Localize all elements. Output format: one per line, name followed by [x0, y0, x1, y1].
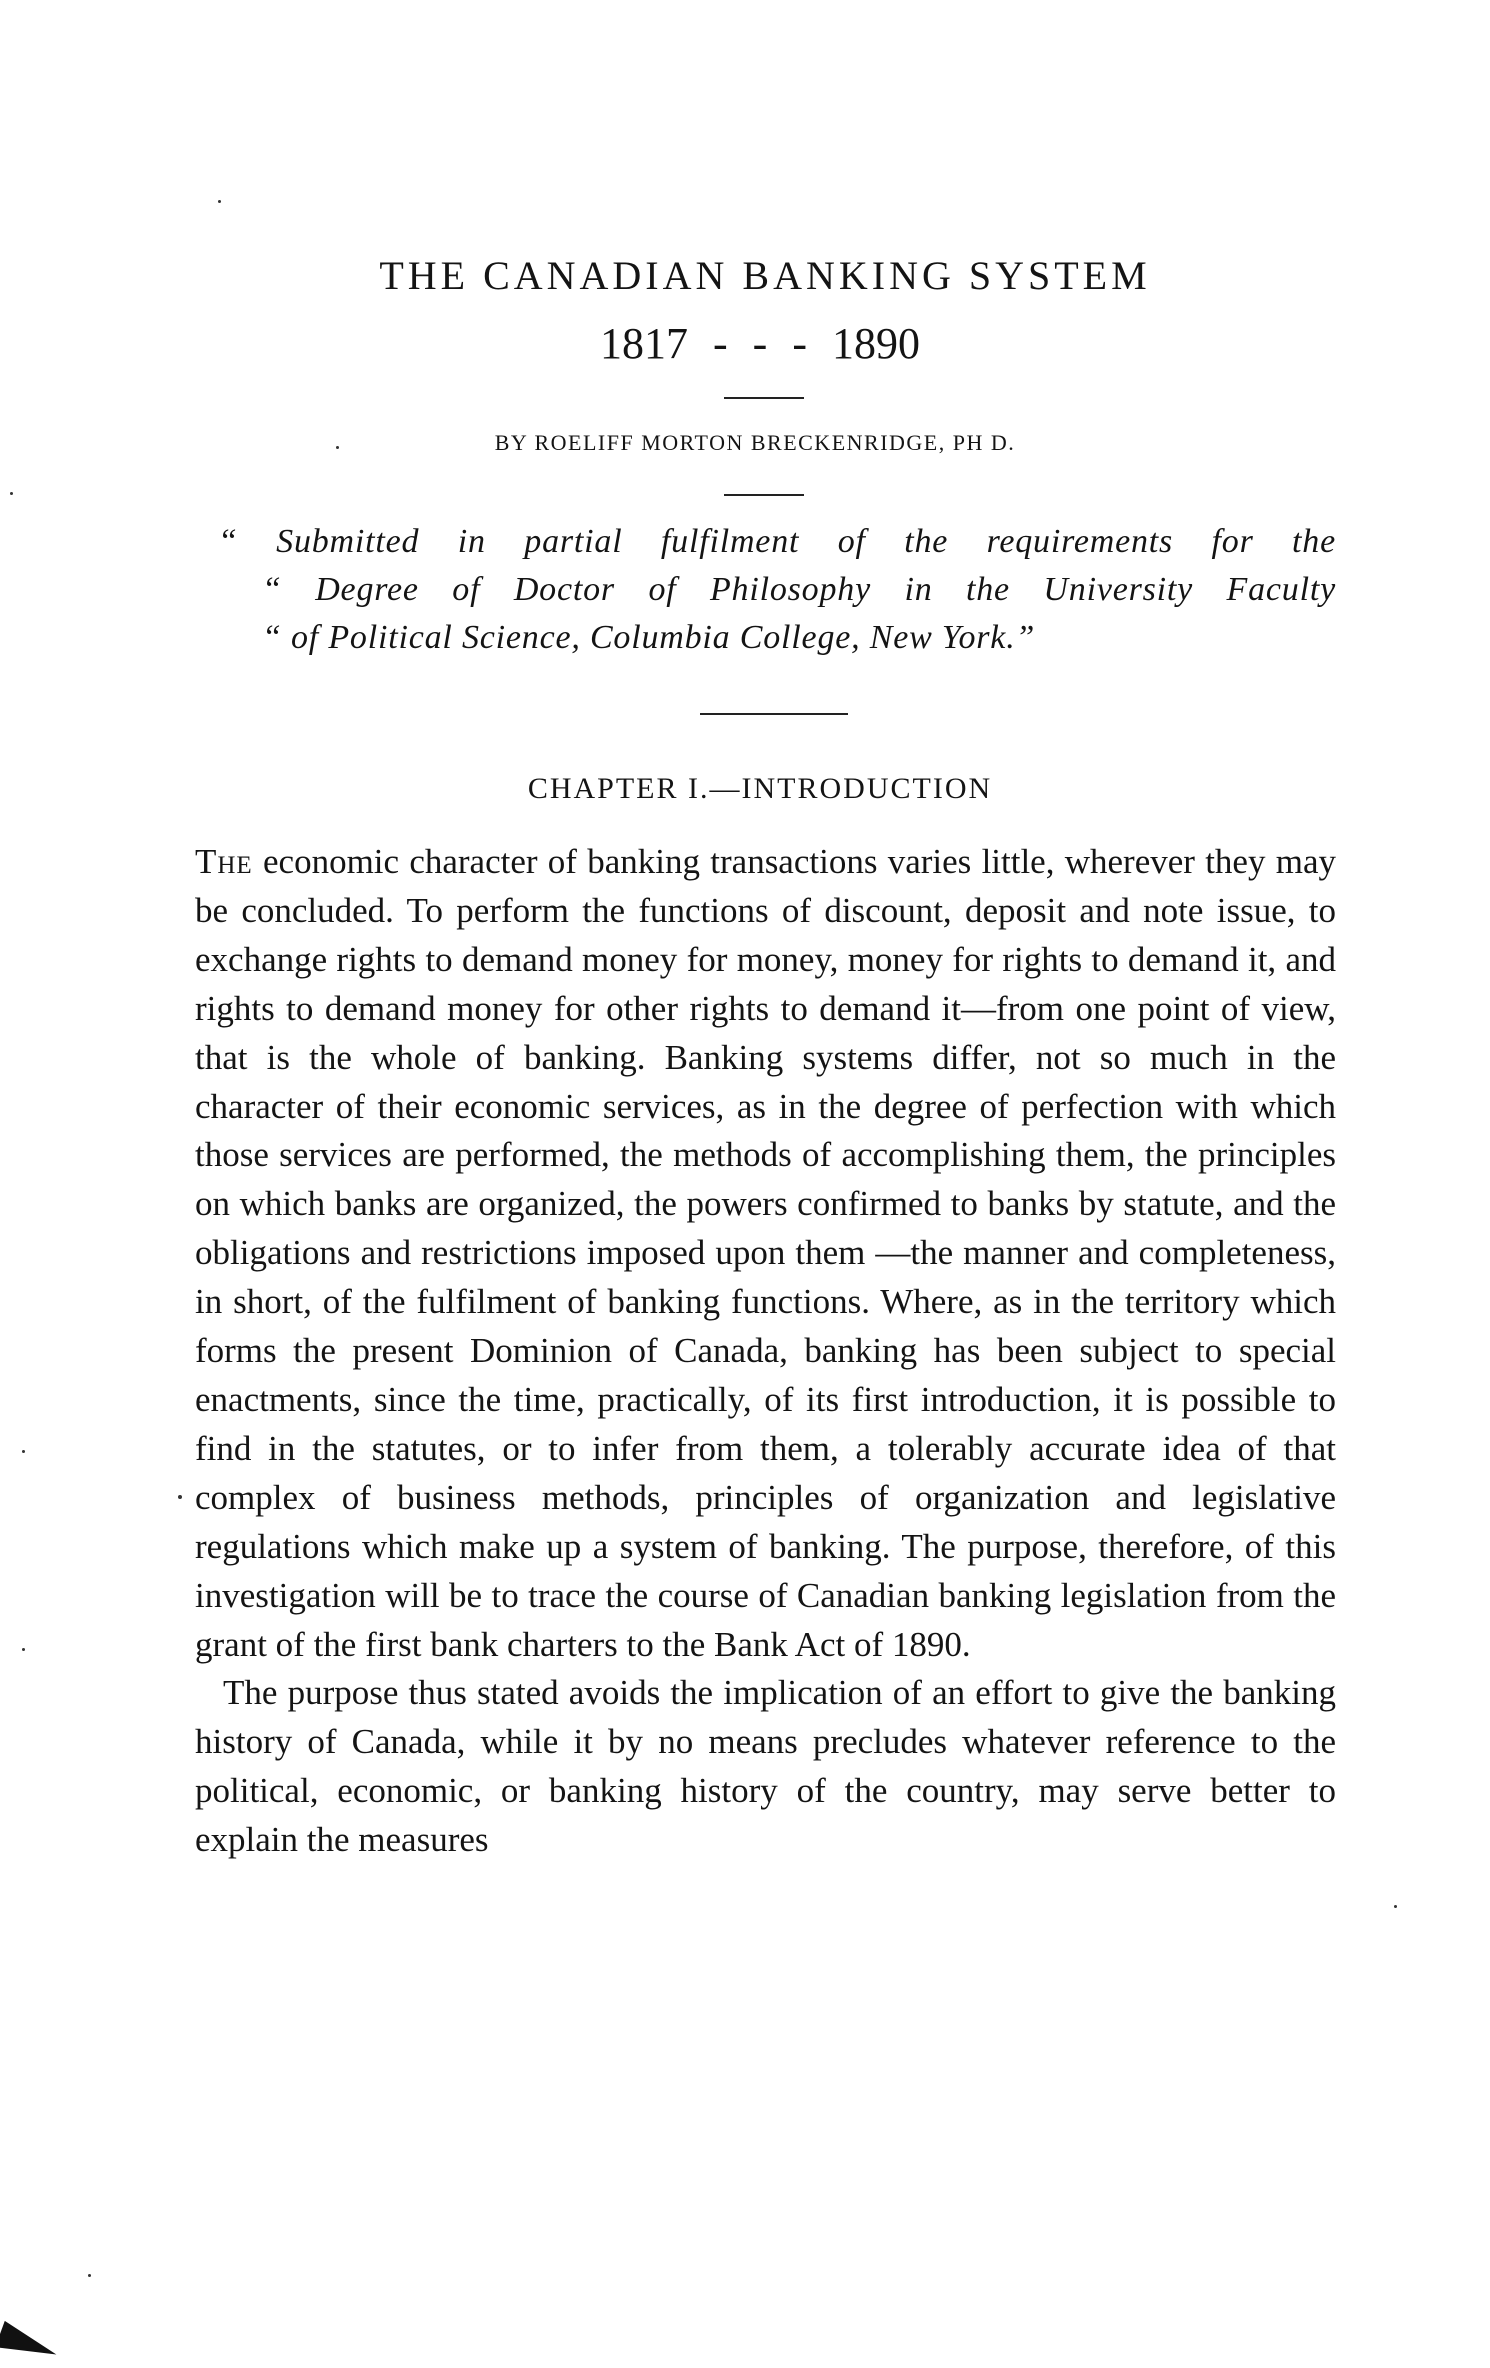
scan-speck — [10, 492, 13, 495]
scan-edge-mark — [0, 2321, 61, 2368]
paragraph-lead-word: The — [195, 842, 253, 881]
submission-quote-line: “ Submitted in partial fulfilment of the requirements for the — [218, 523, 1336, 560]
scan-speck — [218, 200, 221, 203]
author-byline: BY ROELIFF MORTON BRECKENRIDGE, PH D. — [494, 430, 1016, 455]
document-title: THE CANADIAN BANKING SYSTEM — [379, 253, 1151, 298]
submission-quote-line: “ Degree of Doctor of Philosophy in the University Faculty — [262, 571, 1336, 608]
body-text — [195, 838, 1336, 1865]
divider-rule — [724, 397, 804, 399]
scan-speck — [88, 2274, 91, 2277]
scan-speck — [336, 446, 339, 449]
paragraph-text: economic character of banking transactions varies little, wherever they may be concluded. To perform the functions of discount, deposit and note issue, to exchange rights to demand money for money, money for rights to demand it, and rights to demand money for other rights to demand it—from one point of view, that is the whole of banking. Banking systems differ, not so much in the character of their economic services, as in the degree of perfection with which those services are performed, the methods of accomplishing them, the principles on which banks are organized, the powers confirmed to banks by statute, and the obligations and restrictions imposed upon them —the manner and completeness, in short, of the fulfilment of banking functions. Where, as in the territory which forms the present Dominion of Canada, banking has been subject to special enactments, since the time, practically, of its first introduction, it is possible to find in the statutes, or to infer from them, a tolerably accurate idea of that complex of business methods, principles of organization and legislative regulations which make up a system of banking. The purpose, therefore, of this investigation will be to trace the course of Canadian banking legislation from the grant of the first bank charters to the Bank Act of 1890. — [195, 842, 1337, 1664]
scan-speck — [22, 1648, 25, 1651]
paragraph — [195, 838, 1336, 1669]
scan-speck — [178, 1495, 182, 1499]
chapter-heading: CHAPTER I.—INTRODUCTION — [527, 772, 993, 805]
paragraph: The purpose thus stated avoids the implication of an effort to give the banking history of Canada, while it by no means precludes whatever reference to the political, economic, or banking history of the country, may serve better to explain the measures — [195, 1673, 1336, 1860]
submission-quote-line: “ of Political Science, Columbia College, New York.” — [262, 619, 1036, 656]
document-years: 1817 - - - 1890 — [600, 319, 920, 368]
divider-rule — [700, 713, 848, 715]
scan-speck — [1394, 1905, 1397, 1908]
scan-speck — [22, 1450, 25, 1453]
divider-rule — [724, 494, 804, 496]
